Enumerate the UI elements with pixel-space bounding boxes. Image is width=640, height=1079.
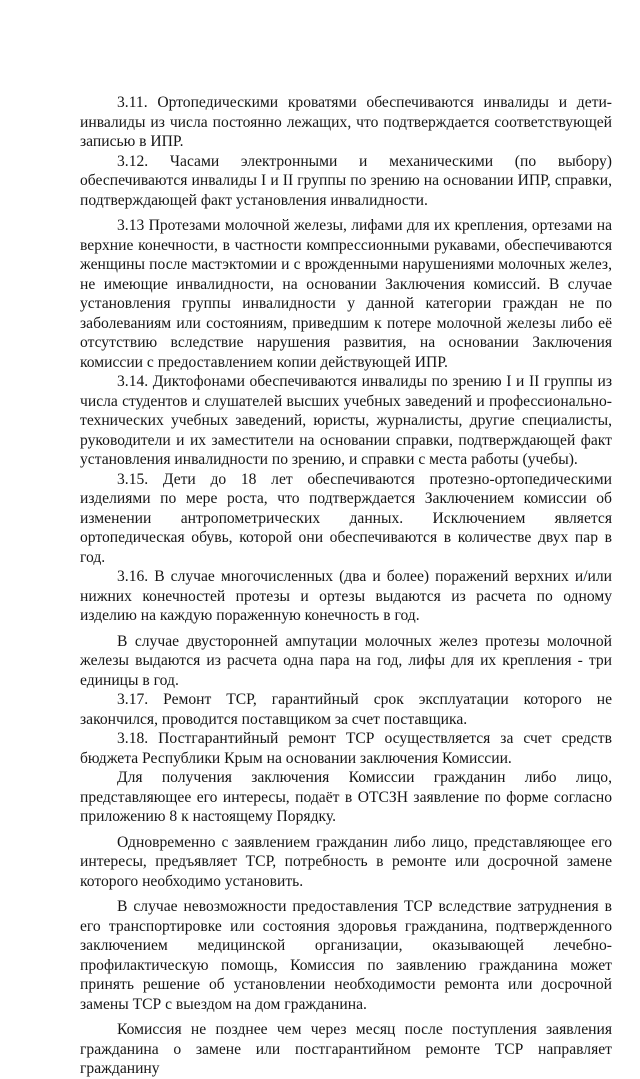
- paragraph-3-17: 3.17. Ремонт ТСР, гарантийный срок эксплуатации которого не закончился, проводится поставщиком за счет поставщика.: [80, 691, 612, 728]
- paragraph-3-18: 3.18. Постгарантийный ремонт ТСР осуществляется за счет средств бюджета Республики Крым на основании заключения Комиссии.: [80, 730, 612, 767]
- paragraph-3-11: 3.11. Ортопедическими кроватями обеспечиваются инвалиды и дети-инвалиды из числа постоянно лежащих, что подтверждается соответствующей записью в ИПР.: [80, 94, 612, 150]
- paragraph-3-13: 3.13 Протезами молочной железы, лифами для их крепления, ортезами на верхние конечности, в частности компрессионными рукавами, обеспечиваются женщины после мастэктомии и с врожденными нарушениями молочных желез, не имеющие инвалидности, на основании Заключения комиссий. В случае установления группы инвалидности у данной категории граждан не по заболеваниям или состояниям, приведшим к потере молочной железы либо её отсутствию вследствие нарушения развития, на основании Заключения комиссии с предоставлением копии действующей ИПР.: [80, 217, 612, 371]
- paragraph-3-15: 3.15. Дети до 18 лет обеспечиваются протезно-ортопедическими изделиями по мере роста, что подтверждается Заключением комиссии об изменении антропометрических данных. Исключением является ортопедическая обувь, которой они обеспечиваются в количестве двух пар в год.: [80, 470, 612, 566]
- paragraph-commission-request: Для получения заключения Комиссии гражданин либо лицо, представляющее его интересы, подаёт в ОТСЗН заявление по форме согласно приложению 8 к настоящему Порядку.: [80, 769, 612, 825]
- paragraph-bilateral-amputation: В случае двусторонней ампутации молочных желез протезы молочной железы выдаются из расчета одна пара на год, лифы для их крепления - три единицы в год.: [80, 632, 612, 689]
- paragraph-3-14: 3.14. Диктофонами обеспечиваются инвалиды по зрению I и II группы из числа студентов и слушателей высших учебных заведений и профессионально-технических учебных заведений, юристы, журналисты, другие специалисты, руководители и их заместители на основании справки, подтверждающей факт установления инвалидности по зрению, и справки с места работы (учебы).: [80, 373, 612, 468]
- paragraph-3-12: 3.12. Часами электронными и механическими (по выбору) обеспечиваются инвалиды I и II группы по зрению на основании ИПР, справки, подтверждающей факт установления инвалидности.: [80, 152, 612, 209]
- paragraph-home-visit: В случае невозможности предоставления ТСР вследствие затруднения в его транспортировке или состояния здоровья гражданина, подтвержденного заключением медицинской организации, оказывающей лечебно-профилактическую помощь, Комиссия по заявлению гражданина может принять решение об установлении необходимости ремонта или досрочной замены ТСР с выездом на дом гражданина.: [80, 898, 612, 1013]
- paragraph-present-tsr: Одновременно с заявлением гражданин либо лицо, представляющее его интересы, предъявляет ТСР, потребность в ремонте или досрочной замене которого необходимо установить.: [80, 833, 612, 890]
- paragraph-3-16: 3.16. В случае многочисленных (два и более) поражений верхних и/или нижних конечностей протезы и ортезы выдаются из расчета по одному изделию на каждую пораженную конечность в год.: [80, 568, 612, 624]
- paragraph-commission-deadline: Комиссия не позднее чем через месяц после поступления заявления гражданина о замене или постгарантийном ремонте ТСР направляет гражданину: [80, 1021, 612, 1077]
